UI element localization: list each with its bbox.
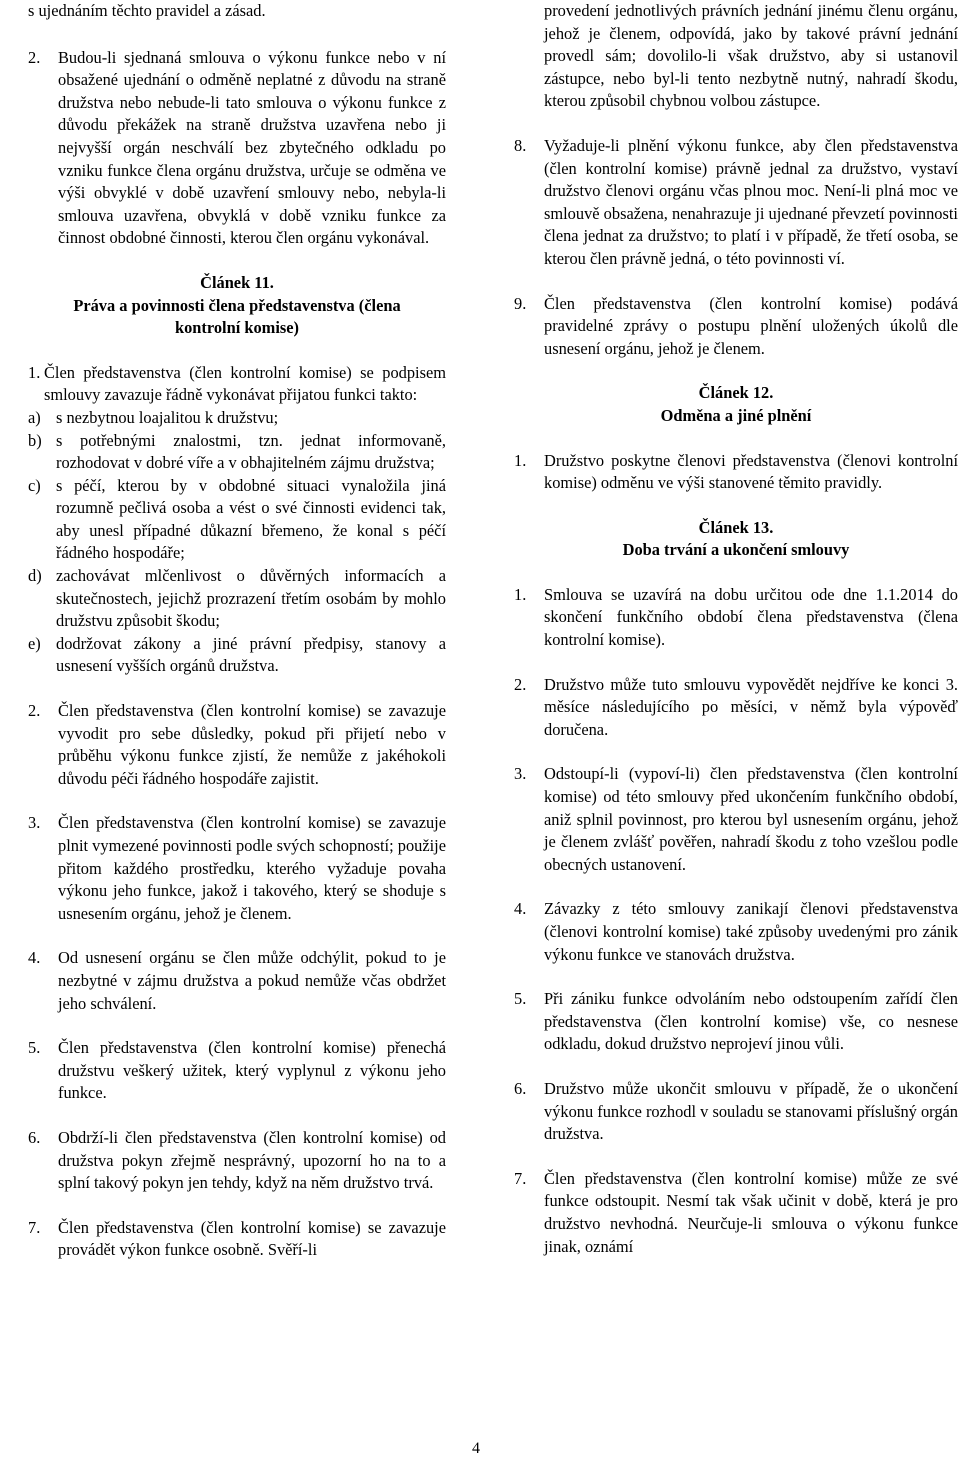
paragraph-2: [28, 47, 446, 250]
item-text: Družstvo může ukončit smlouvu v případě, že o ukončení výkonu funkce rozhodl v souladu se stanovami příslušný orgán družstva.: [544, 1078, 958, 1144]
item-4: [28, 947, 446, 1015]
list-text: s péčí, kterou by v obdobné situaci vynaložila jiná rozumně pečlivá osoba a vést o své činnosti evidenci tak, aby unesl případné důkazní břemeno, že konal s péčí řádného hospodáře;: [56, 475, 446, 563]
item-text: Smlouva se uzavírá na dobu určitou ode dne 1.1.2014 do skončení funkčního období člena představenstva (člena kontrolní komise).: [544, 584, 958, 650]
intro-tail: s ujednáním těchto pravidel a zásad.: [28, 1, 266, 20]
item-text: Člen představenstva (člen kontrolní komise) může ze své funkce odstoupit. Nesmí tak však učinit v době, která je pro družstvo nevhodná. Neurčuje-li smlouva o výkonu funkce jinak, oznámí: [544, 1168, 958, 1256]
item-number: 4.: [28, 948, 41, 968]
article-13-item-3: [514, 763, 958, 876]
article-11-heading: [28, 272, 446, 340]
article-title: Článek 12.: [698, 383, 774, 403]
item-number: 4.: [514, 899, 527, 919]
list-marker: b): [28, 430, 42, 450]
article-13-item-4: [514, 898, 958, 966]
item-text: Obdrží-li člen představenstva (člen kontrolní komise) od družstva pokyn zřejmě nesprávný, upozorní ho na to a splní takový pokyn jen tehdy, když na něm družstvo trvá.: [58, 1127, 446, 1193]
item-number: 1.: [514, 450, 527, 470]
item-number: 9.: [514, 293, 527, 313]
item-text: Člen představenstva (člen kontrolní komise) se podpisem smlouvy zavazuje řádně vykonávat přijatou funkci takto:: [44, 362, 446, 405]
list-marker: c): [28, 475, 41, 495]
item-text: Člen představenstva (člen kontrolní komise) se zavazuje plnit vymezené povinnosti podle svých schopností; použije přitom každého prostředku, kterého vyžaduje povaha výkonu jeho funkce, jakož i takového, který se shoduje s usnesením orgánu, jehož je členem.: [58, 813, 446, 923]
article-12-item-1: [514, 450, 958, 495]
item-text: Od usnesení orgánu se člen může odchýlit, pokud to je nezbytné v zájmu družstva a pokud nemůže včas obdržet jeho schválení.: [58, 948, 446, 1013]
article-subtitle: Doba trvání a ukončení smlouvy: [622, 540, 850, 560]
item-text: Družstvo poskytne členovi představenstva (členovi kontrolní komise) odměnu ve výši stanovené těmito pravidly.: [544, 450, 958, 493]
item-number: 3.: [514, 764, 527, 784]
item-number: 3.: [28, 813, 41, 833]
item-1: [28, 362, 446, 407]
item-9: [514, 293, 958, 361]
item-number: 8.: [514, 135, 527, 155]
paragraph-text: Budou-li sjednaná smlouva o výkonu funkce nebo v ní obsažené ujednání o odměně neplatné z důvodu na straně družstva nebo nebude-li tato smlouva o výkonu funkce z důvodu překážek na straně družstva uzavřena nebo ji nejvyšší orgán neschválí bez zbytečného odkladu po vzniku funkce člena orgánu družstva, určuje se odměna ve výši obvyklé v době uzavření smlouvy nebo, nebyla-li smlouva uzavřena, obvyklá v době vzniku funkce za činnost obdobné činnosti, kterou člen orgánu vykonával.: [58, 47, 446, 248]
article-title: Článek 13.: [698, 517, 774, 537]
item-number: 6.: [514, 1078, 527, 1098]
item-number: 5.: [28, 1038, 41, 1058]
item-number: 5.: [514, 989, 527, 1009]
left-column: [28, 0, 446, 1284]
item-7-continuation: provedení jednotlivých právních jednání jinému členu orgánu, jehož je členem, odpovídá, jako by takové právní jednání provedl sám; dovolilo-li však družstvo, aby si ustanovil zástupce, nebo byl-li tento nezbytně nutný, nahradí škodu, kterou způsobil chybnou volbou zástupce.: [544, 1, 958, 111]
list-text: zachovávat mlčenlivost o důvěrných informacích a skutečnostech, jejichž prozrazení třetím osobám by mohlo družstvu způsobit škodu;: [56, 566, 446, 631]
list-item-a: [28, 407, 446, 430]
list-marker: e): [28, 633, 41, 653]
item-3: [28, 812, 446, 925]
list-item-d: [28, 565, 446, 633]
item-number: 1.: [28, 362, 41, 382]
item-6: [28, 1127, 446, 1195]
item-number: 2.: [28, 701, 41, 721]
list-marker: d): [28, 566, 42, 586]
article-13-heading: [514, 517, 958, 562]
list-text: s nezbytnou loajalitou k družstvu;: [56, 407, 279, 427]
item-number: 7.: [28, 1217, 41, 1237]
page-number: 4: [472, 1440, 480, 1457]
paragraph-number: 2.: [28, 47, 41, 67]
item-5: [28, 1037, 446, 1105]
item-1-list: [28, 407, 446, 678]
list-item-b: [28, 430, 446, 475]
item-number: 6.: [28, 1127, 41, 1147]
item-text: Družstvo může tuto smlouvu vypovědět nejdříve ke konci 3. měsíce následujícího po měsíci, v němž byla výpověď doručena.: [544, 674, 958, 739]
list-marker: a): [28, 407, 41, 427]
item-8: [514, 135, 958, 271]
item-7: [28, 1217, 446, 1262]
article-13-item-2: [514, 674, 958, 742]
article-13-item-5: [514, 988, 958, 1056]
item-text: Člen představenstva (člen kontrolní komise) se zavazuje vyvodit pro sebe důsledky, pokud při přijetí nebo v průběhu výkonu funkce zjistí, že nemůže z jakéhokoli důvodu péči řádného hospodáře zajistit.: [58, 701, 446, 788]
item-text: Při zániku funkce odvoláním nebo odstoupením zařídí člen představenstva (člen kontrolní komise) vše, co nesnese odkladu, dokud družstvo neprojeví jinou vůli.: [544, 989, 958, 1054]
item-text: Odstoupí-li (vypoví-li) člen představenstva (člen kontrolní komise) od této smlouvy před ukončením funkčního období, aniž splnil povinnost, pro kterou byl usnesením orgánu, jehož je členem zvlášť pověřen, nahradí škodu z toho vzešlou podle obecných ustanovení.: [544, 764, 958, 874]
article-12-heading: [514, 382, 958, 427]
item-number: 7.: [514, 1168, 527, 1188]
list-text: dodržovat zákony a jiné právní předpisy, stanovy a usnesení vyšších orgánů družstva.: [56, 633, 446, 676]
item-text: Člen představenstva (člen kontrolní komise) se zavazuje provádět výkon funkce osobně. Svěří-li: [58, 1217, 446, 1260]
item-text: Člen představenstva (člen kontrolní komise) přenechá družstvu veškerý užitek, který vyplynul z výkonu jeho funkce.: [58, 1038, 446, 1103]
item-number: 1.: [514, 584, 527, 604]
item-text: Vyžaduje-li plnění výkonu funkce, aby člen představenstva (člen kontrolní komise) právně jednal za družstvo, vystaví družstvo členovi orgánu včas plnou moc. Není-li plná moc ve smlouvě obsažena, nenahrazuje ji ujednané převzetí povinnosti člena jednat za družstvo; to platí i v případě, že třetí osoba, se kterou člen právně jedná, o této povinnosti ví.: [544, 135, 958, 268]
article-subtitle: Odměna a jiné plnění: [660, 405, 812, 425]
list-item-c: [28, 475, 446, 565]
list-item-e: [28, 633, 446, 678]
article-13-item-7: [514, 1168, 958, 1258]
article-13-item-6: [514, 1078, 958, 1146]
item-number: 2.: [514, 674, 527, 694]
article-title: Článek 11.: [200, 272, 274, 292]
article-13-item-1: [514, 584, 958, 652]
right-column: [514, 0, 958, 1280]
item-text: Závazky z této smlouvy zanikají členovi představenstva (členovi kontrolní komise) také způsoby uvedenými pro zánik výkonu funkce ve stanovách družstva.: [544, 899, 958, 964]
item-2: [28, 700, 446, 790]
item-text: Člen představenstva (člen kontrolní komise) podává pravidelné zprávy o postupu plnění uložených úkolů dle usnesení orgánu, jehož je členem.: [544, 293, 958, 358]
list-text: s potřebnými znalostmi, tzn. jednat informovaně, rozhodovat v dobré víře a v obhajitelném zájmu družstva;: [56, 430, 446, 473]
article-subtitle: Práva a povinnosti člena představenstva (člena kontrolní komise): [73, 295, 401, 338]
